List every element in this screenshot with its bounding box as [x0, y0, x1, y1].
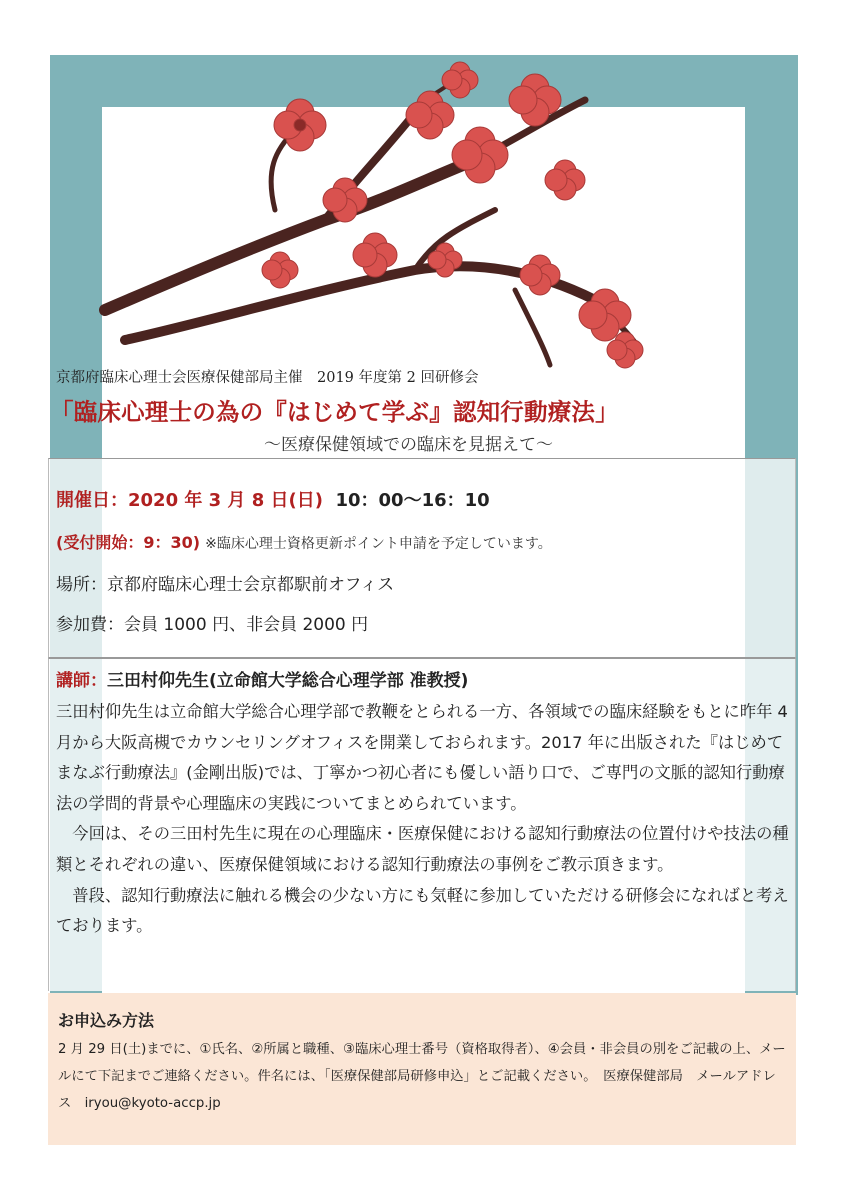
event-date-label: 開催日：2020 年 3 月 8 日(日) — [56, 490, 323, 511]
organizer-line: 京都府臨床心理士会医療保健部局主催 2019 年度第 2 回研修会 — [56, 370, 479, 386]
event-fee: 参加費：会員 1000 円、非会員 2000 円 — [56, 615, 369, 635]
bio-paragraph: 普段、認知行動療法に触れる機会の少ない方にも気軽に参加していただける研修会になればと考えております。 — [56, 885, 789, 936]
page-subtitle: ～医療保健領域での臨床を見据えて～ — [264, 435, 553, 455]
application-heading: お申込み方法 — [58, 1011, 155, 1030]
event-time: 10：00～16：10 — [335, 490, 490, 511]
lecturer-bio — [56, 697, 792, 942]
application-instructions — [58, 1036, 788, 1117]
reception-line — [56, 530, 552, 553]
reception-time: (受付開始：9：30) — [56, 533, 201, 552]
reception-note: ※臨床心理士資格更新ポイント申請を予定しています。 — [205, 536, 552, 552]
lecturer-label: 講師： — [56, 671, 107, 691]
plum-blossom-branch-illustration — [95, 60, 655, 370]
lecturer-name: 三田村仰先生(立命館大学総合心理学部 准教授) — [107, 671, 469, 691]
event-date — [56, 486, 490, 512]
bio-paragraph: 三田村仰先生は立命館大学総合心理学部で教鞭をとられる一方、各領域での臨床経験をもとに昨年 4 月から大阪高槻でカウンセリングオフィスを開業しておられます。2017 年に出版された『はじめてまなぶ行動療法』(金剛出版)では、丁寧かつ初心者にも優しい語り口で、ご専門の文脈的認知行動療法の学問的背景や心理臨床の実践についてまとめられています。 — [56, 702, 788, 813]
lecturer-heading — [56, 666, 468, 691]
application-text: 2 月 29 日(土)までに、①氏名、②所属と職種、③臨床心理士番号（資格取得者）、④会員・非会員の別をご記載の上、メールにて下記までご連絡ください。件名には、「医療保健部局研修申込」とご記載ください。 医療保健部局 メールアドレス iryou@kyoto-accp.jp — [58, 1042, 786, 1111]
event-venue: 場所：京都府臨床心理士会京都駅前オフィス — [56, 575, 395, 595]
bio-paragraph: 今回は、その三田村先生に現在の心理臨床・医療保健における認知行動療法の位置付けや技法の種類とそれぞれの違い、医療保健領域における認知行動療法の事例をご教示頂きます。 — [56, 824, 789, 874]
page-title: 「臨床心理士の為の『はじめて学ぶ』認知行動療法」 — [50, 398, 619, 426]
